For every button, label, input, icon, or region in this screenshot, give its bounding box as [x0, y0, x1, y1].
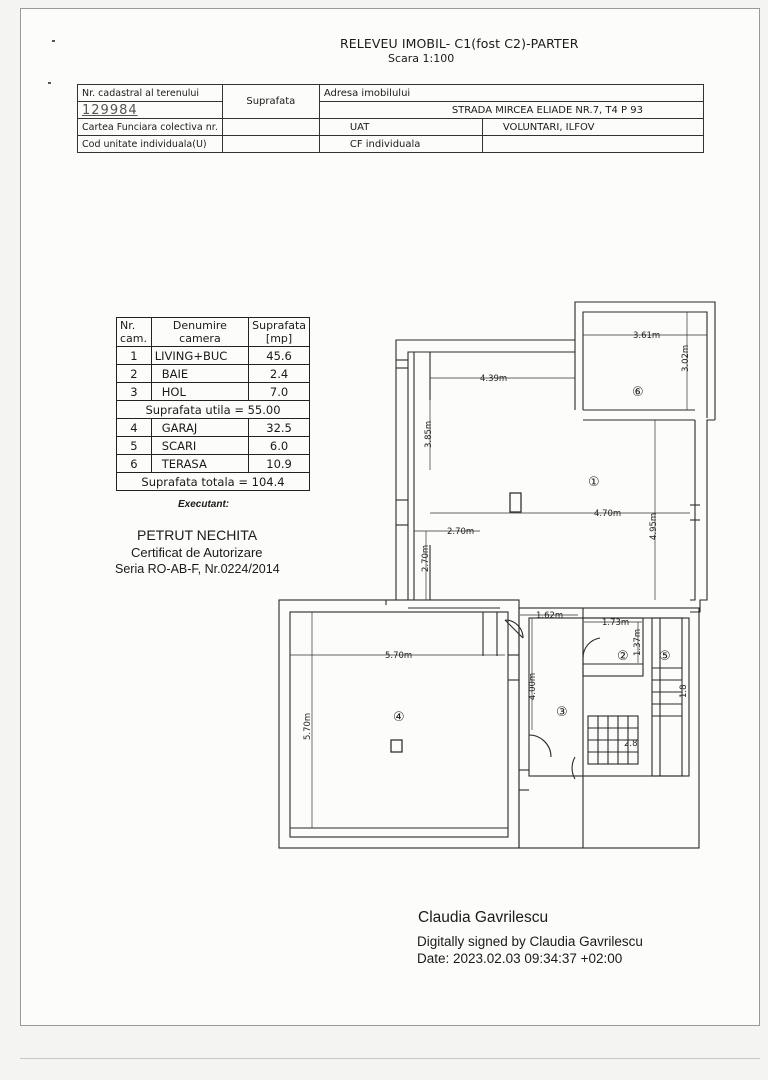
dim-label: 1.8 — [679, 684, 689, 698]
dim-label: 2.70m — [421, 544, 431, 572]
room-name: HOL — [151, 383, 248, 401]
dim-label: 5.70m — [385, 651, 413, 661]
room-nr: 3 — [117, 383, 152, 401]
dim-label: 4.39m — [480, 374, 508, 384]
suprafata-totala: Suprafata totala = 104.4 — [117, 473, 310, 491]
room-number-4: ④ — [393, 710, 405, 725]
executant-name: PETRUT NECHITA — [137, 527, 258, 543]
room-name: BAIE — [151, 365, 248, 383]
executant-serie: Seria RO-AB-F, Nr.0224/2014 — [115, 562, 280, 576]
chimney-symbol — [510, 493, 521, 512]
dim-label: 3.85m — [424, 420, 434, 448]
uat-label: UAT — [319, 119, 482, 136]
executant-certificate: Certificat de Autorizare — [131, 545, 263, 560]
room-nr: 5 — [117, 437, 152, 455]
room-area: 6.0 — [249, 437, 310, 455]
dim-label: 3.61m — [633, 331, 661, 341]
room-area: 7.0 — [249, 383, 310, 401]
room-number-2: ② — [617, 649, 629, 664]
dim-label: 4.95m — [649, 512, 659, 540]
signature-name: Claudia Gavrilescu — [418, 909, 549, 926]
cod-unitate-label: Cod unitate individuala(U) — [78, 136, 223, 153]
dim-label: 1.62m — [536, 611, 564, 621]
rooms-header-nr: Nr. cam. — [117, 318, 152, 347]
room-number-1: ① — [588, 475, 600, 490]
room-nr: 6 — [117, 455, 152, 473]
carte-funciara-label: Cartea Funciara colectiva nr. — [78, 119, 223, 136]
room-number-6: ⑥ — [632, 385, 644, 400]
dim-label: 3.02m — [681, 344, 691, 372]
room-nr: 2 — [117, 365, 152, 383]
column-symbol — [391, 740, 402, 752]
signature-date: Date: 2023.02.03 09:34:37 +02:00 — [417, 951, 623, 966]
dim-label: 1.37m — [633, 628, 643, 656]
rooms-header-name: Denumire camera — [151, 318, 248, 347]
adresa-label: Adresa imobilului — [319, 85, 703, 102]
suprafata-utila: Suprafata utila = 55.00 — [117, 401, 310, 419]
dim-label: 2.8 — [624, 739, 638, 749]
dim-label: 4.70m — [594, 509, 622, 519]
room-number-5: ⑤ — [659, 649, 671, 664]
adresa-value: STRADA MIRCEA ELIADE NR.7, T4 P 93 — [319, 102, 703, 119]
room-name: SCARI — [151, 437, 248, 455]
document-scale: Scara 1:100 — [388, 52, 455, 65]
dim-label: 4.00m — [528, 672, 538, 700]
room-area: 2.4 — [249, 365, 310, 383]
suprafata-label: Suprafata — [222, 85, 319, 119]
cadastral-label: Nr. cadastral al terenului — [78, 85, 223, 102]
dim-label: 5.70m — [303, 712, 313, 740]
room-area: 32.5 — [249, 419, 310, 437]
room-number-3: ③ — [556, 705, 568, 720]
document-title: RELEVEU IMOBIL- C1(fost C2)-PARTER — [340, 36, 579, 51]
rooms-header-area: Suprafata [mp] — [249, 318, 310, 347]
dimension-lines — [290, 312, 707, 828]
signature-signed-by: Digitally signed by Claudia Gavrilescu — [417, 934, 643, 949]
room-name: GARAJ — [151, 419, 248, 437]
room-name: LIVING+BUC — [151, 347, 248, 365]
room-nr: 4 — [117, 419, 152, 437]
room-name: TERASA — [151, 455, 248, 473]
dim-label: 1.73m — [602, 618, 630, 628]
dim-label: 2.70m — [447, 527, 475, 537]
room-nr: 1 — [117, 347, 152, 365]
room-area: 45.6 — [249, 347, 310, 365]
uat-value: VOLUNTARI, ILFOV — [482, 119, 703, 136]
executant-label: Executant: — [178, 499, 230, 510]
cf-individuala-label: CF individuala — [319, 136, 482, 153]
room-area: 10.9 — [249, 455, 310, 473]
cadastral-number: 129984 — [78, 102, 223, 119]
